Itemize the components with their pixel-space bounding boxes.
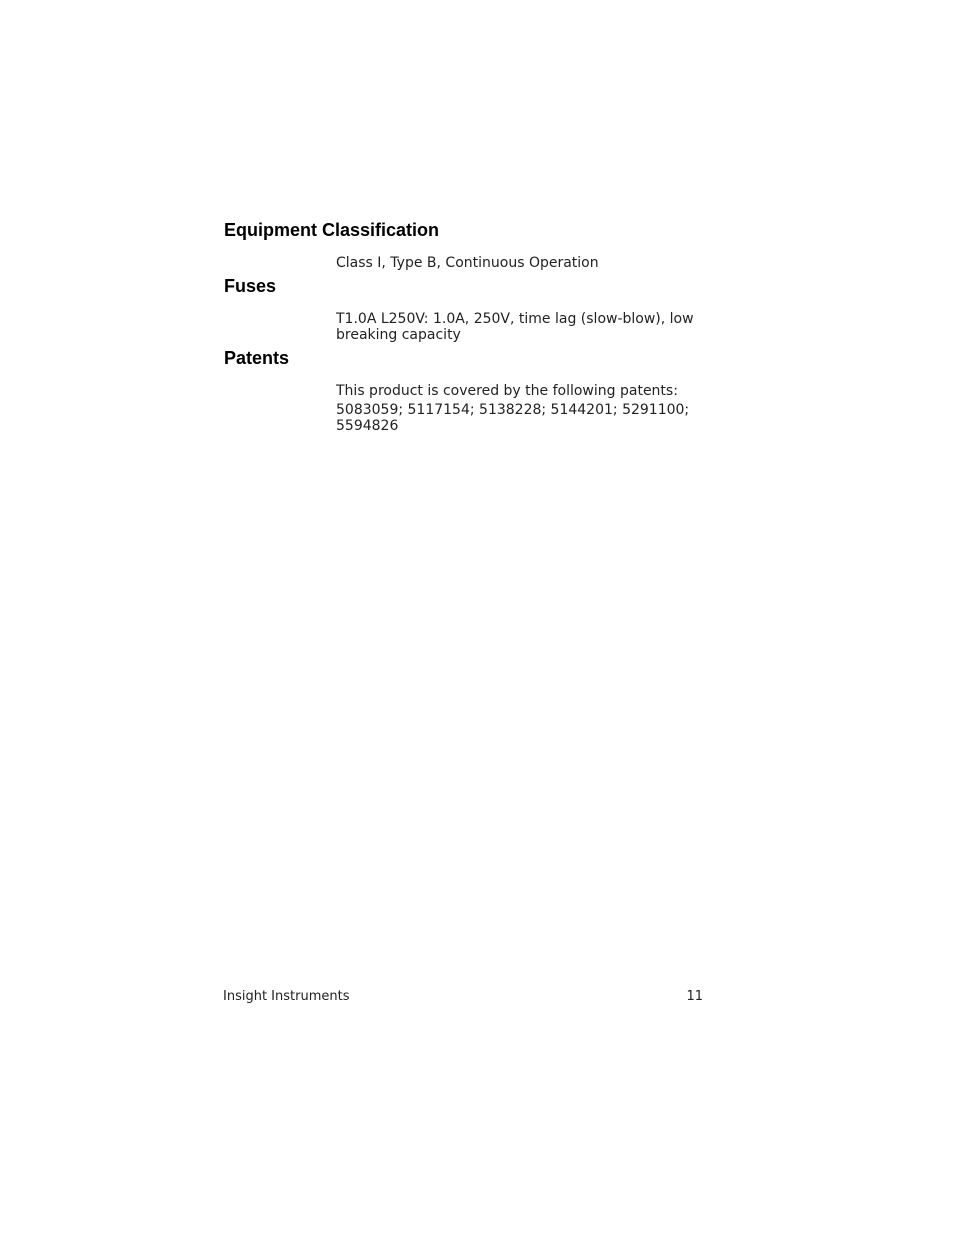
footer-page-number: 11 bbox=[686, 989, 703, 1004]
patents-intro-text: This product is covered by the following patents: bbox=[336, 383, 678, 399]
fuses-text: T1.0A L250V: 1.0A, 250V, time lag (slow-blow), low breaking capacity bbox=[336, 311, 694, 343]
equipment-classification-text: Class I, Type B, Continuous Operation bbox=[336, 255, 599, 271]
patents-list-text: 5083059; 5117154; 5138228; 5144201; 5291100; 5594826 bbox=[336, 402, 690, 434]
section-heading-fuses: Fuses bbox=[224, 276, 277, 296]
section-heading-equipment-classification: Equipment Classification bbox=[224, 220, 440, 240]
section-heading-patents: Patents bbox=[224, 348, 290, 368]
footer-company-name: Insight Instruments bbox=[223, 989, 350, 1004]
